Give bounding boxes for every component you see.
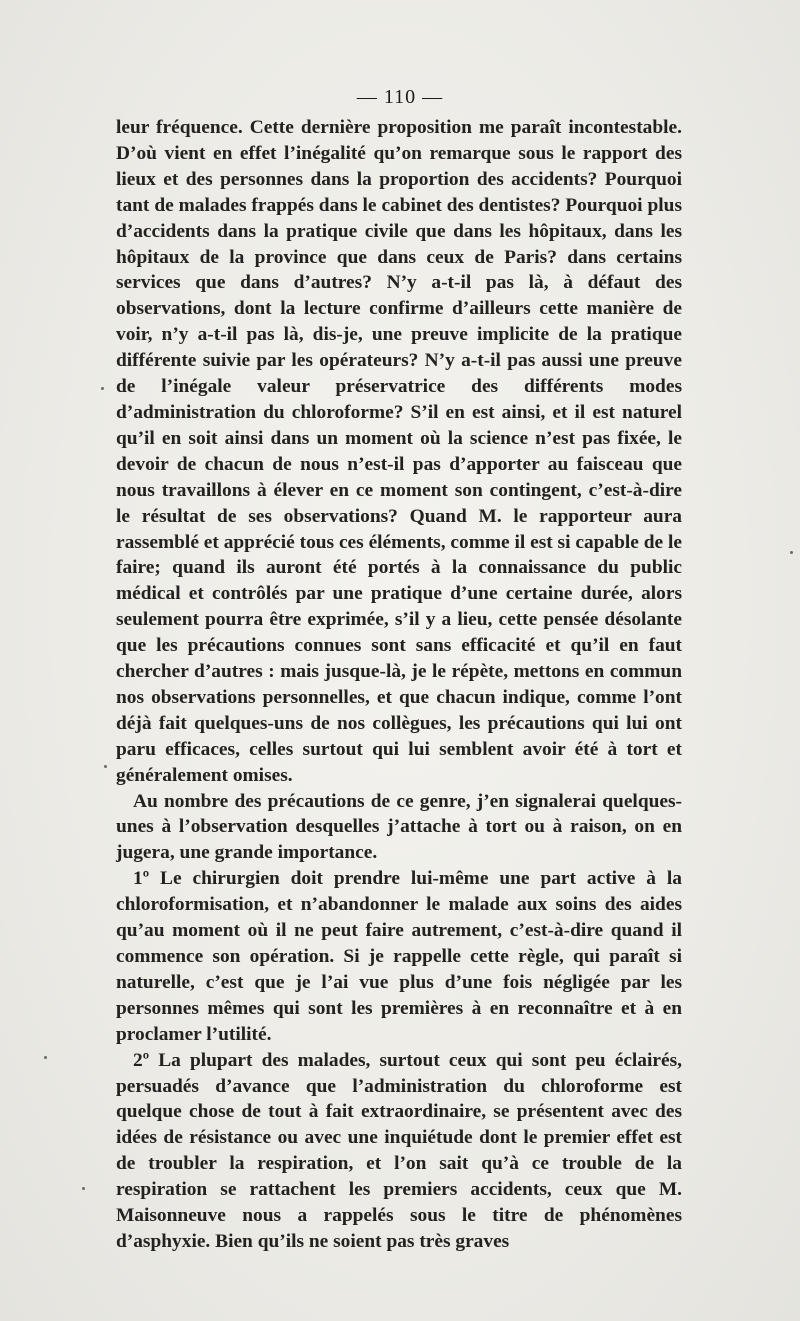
scan-speck (104, 765, 107, 768)
scan-speck (82, 1187, 85, 1190)
body-text (116, 115, 682, 1255)
paragraph-4: 2º La plupart des malades, surtout ceux qui sont peu éclairés, persuadés d’avance que l’administration du chloroforme est quelque chose de tout à fait extraordinaire, se présentent avec des idées de résistance ou avec une inquiétude dont le premier effet est de troubler la respiration, et l’on sait qu’à ce trouble de la respiration se rattachent les premiers accidents, ceux que M. Maisonneuve nous a rappelés sous le titre de phénomènes d’asphyxie. Bien qu’ils ne soient pas très graves (116, 1049, 682, 1252)
page-number: — 110 — (356, 86, 444, 108)
scan-speck (101, 387, 104, 390)
paragraph-2: Au nombre des précautions de ce genre, j’en signalerai quelques-unes à l’observation desquelles j’attache à tort ou à raison, on en jugera, une grande importance. (116, 790, 682, 864)
paragraph-1: leur fréquence. Cette dernière proposition me paraît incontestable. D’où vient en effet l’inégalité qu’on remarque sous le rapport des lieux et des personnes dans la proportion des accidents? Pourquoi tant de malades frappés dans le cabinet des dentistes? Pourquoi plus d’accidents dans la pratique civile que dans les hôpitaux, dans les hôpitaux de la province que dans ceux de Paris? dans certains services que dans d’autres? N’y a-t-il pas là, à défaut des observations, dont la lecture confirme d’ailleurs cette manière de voir, n’y a-t-il pas là, dis-je, une preuve implicite de la pratique différente suivie par les opérateurs? N’y a-t-il pas aussi une preuve de l’inégale valeur préservatrice des différents modes d’administration du chloroforme? S’il en est ainsi, et il est naturel qu’il en soit ainsi dans un moment où la science n’est pas fixée, le devoir de chacun de nous n’est-il pas d’apporter au faisceau que nous travaillons à élever en ce moment son contingent, c’est-à-dire le résultat de ses observations? Quand M. le rapporteur aura rassemblé et apprécié tous ces éléments, comme il est si capable de le faire; quand ils auront été portés à la connaissance du public médical et contrôlés par une pratique d’une certaine durée, alors seulement pourra être exprimée, s’il y a lieu, cette pensée désolante que les précautions connues sont sans efficacité et qu’il en faut chercher d’autres : mais jusque-là, je le répète, mettons en commun nos observations personnelles, et que chacun indique, comme l’ont déjà fait quelques-uns de nos collègues, les précautions qui lui ont paru efficaces, celles surtout qui lui semblent avoir été à tort et généralement omises. (116, 117, 682, 786)
scan-speck (44, 1056, 47, 1059)
paragraph-3: 1º Le chirurgien doit prendre lui-même une part active à la chloroformisation, et n’abandonner le malade aux soins des aides qu’au moment où il ne peut faire autrement, c’est-à-dire quand il commence son opération. Si je rappelle cette règle, qui paraît si naturelle, c’est que je l’ai vue plus d’une fois négligée par les personnes mêmes qui sont les premières à en reconnaître et à en proclamer l’utilité. (116, 868, 682, 1045)
scan-speck (790, 551, 793, 554)
